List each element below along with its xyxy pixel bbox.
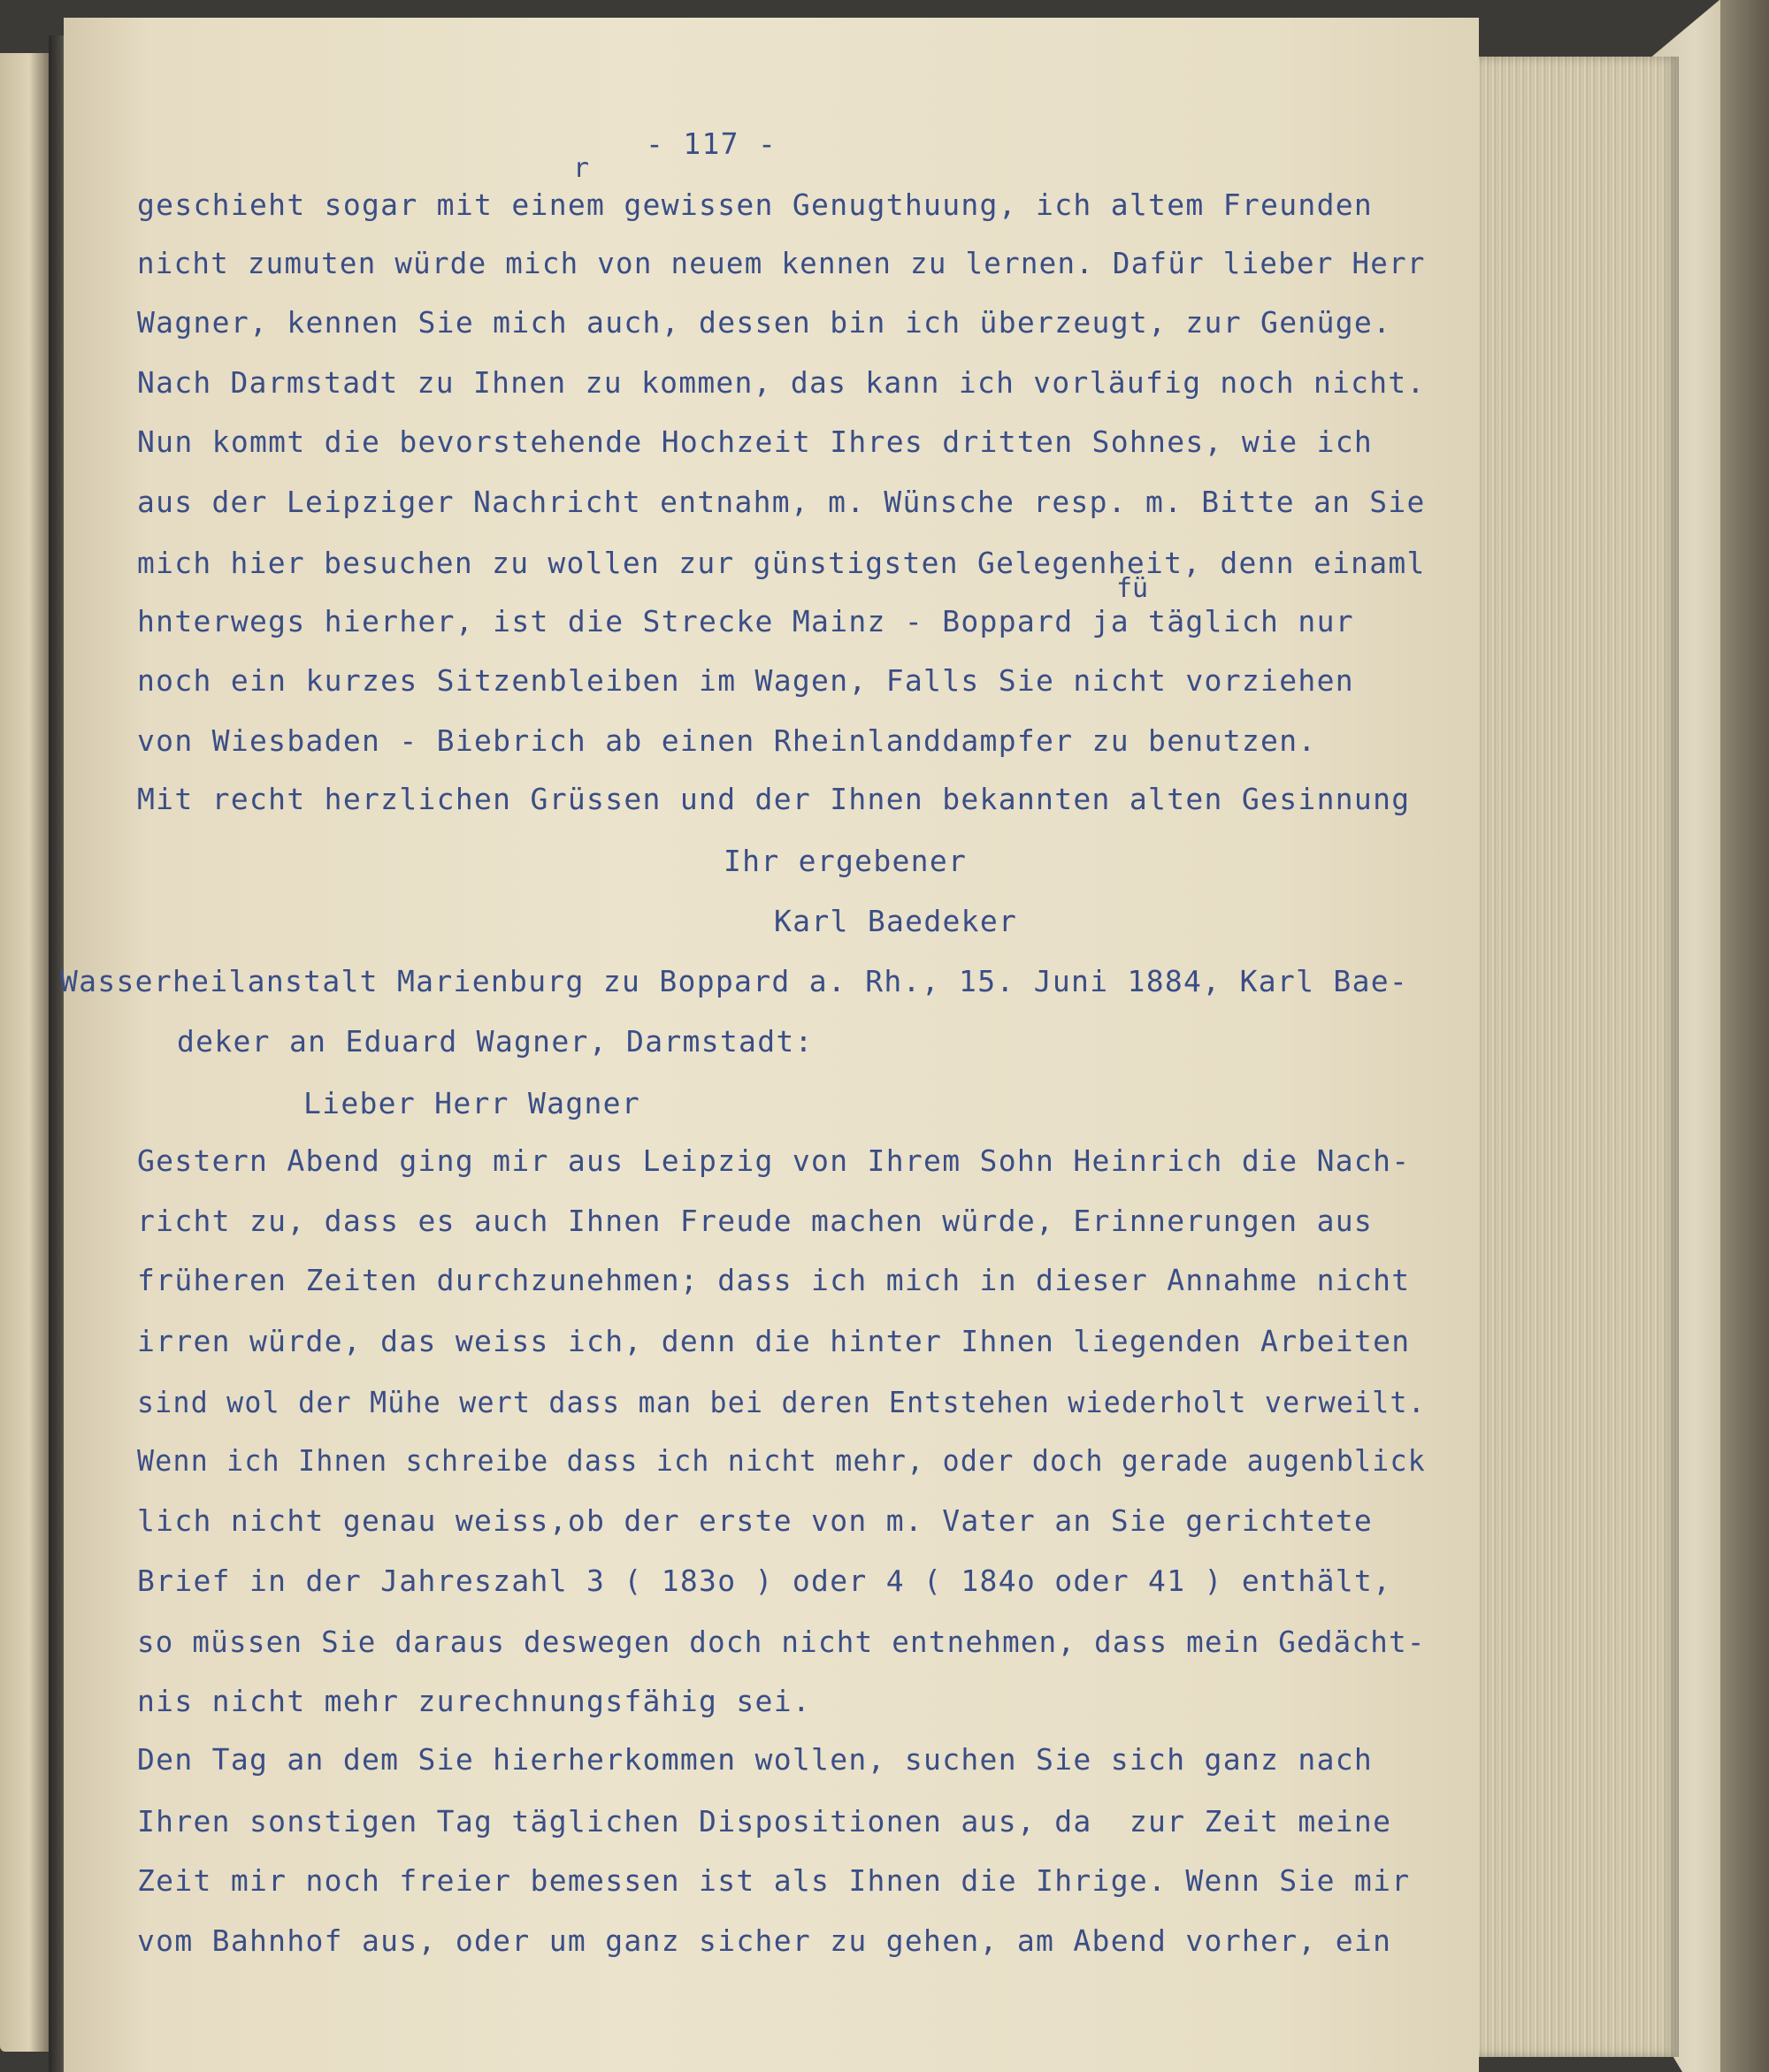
text-line: Nun kommt die bevorstehende Hochzeit Ihres dritten Sohnes, wie ich [137, 424, 1374, 459]
text-line: Brief in der Jahreszahl 3 ( 183o ) oder 4 ( 184o oder 41 ) enthält, [137, 1564, 1392, 1598]
signature-line: Karl Baedeker [774, 904, 1018, 938]
text-line: sind wol der Mühe wert dass man bei deren Entstehen wiederholt verweilt. [137, 1385, 1427, 1419]
text-line: Wagner, kennen Sie mich auch, dessen bin ich überzeugt, zur Genüge. [137, 305, 1392, 340]
text-line: von Wiesbaden - Biebrich ab einen Rheinlanddampfer zu benutzen. [137, 723, 1317, 758]
typed-insertion: r [573, 153, 590, 184]
text-line: so müssen Sie daraus deswegen doch nicht entnehmen, dass mein Gedächt- [137, 1625, 1426, 1659]
text-line: früheren Zeiten durchzunehmen; dass ich mich in dieser Annahme nicht [137, 1263, 1411, 1297]
text-line: aus der Leipziger Nachricht entnahm, m. Wünsche resp. m. Bitte an Sie [137, 485, 1426, 519]
cover-band [1720, 0, 1769, 2072]
text-line: Ihren sonstigen Tag täglichen Dispositionen aus, da zur Zeit meine [137, 1804, 1392, 1839]
text-line: Nach Darmstadt zu Ihnen zu kommen, das kann ich vorläufig noch nicht. [137, 365, 1426, 400]
closing-line: Ihr ergebener [724, 844, 968, 878]
typed-insertion: fü [1116, 573, 1149, 604]
letter-header-line: Wasserheilanstalt Marienburg zu Boppard a. Rh., 15. Juni 1884, Karl Bae- [60, 964, 1409, 998]
text-line: nicht zumuten würde mich von neuem kennen zu lernen. Dafür lieber Herr [137, 246, 1426, 280]
text-line: Zeit mir noch freier bemessen ist als Ihnen die Ihrige. Wenn Sie mir [137, 1863, 1411, 1898]
text-line: richt zu, dass es auch Ihnen Freude machen würde, Erinnerungen aus [137, 1204, 1374, 1238]
text-line: Den Tag an dem Sie hierherkommen wollen, suchen Sie sich ganz nach [137, 1742, 1374, 1777]
text-line: hnterwegs hierher, ist die Strecke Mainz - Boppard ja täglich nur [137, 604, 1354, 638]
text-line: mich hier besuchen zu wollen zur günstigsten Gelegenheit, denn einaml [137, 546, 1426, 580]
text-line: geschieht sogar mit einem gewissen Genugthuung, ich altem Freunden [137, 187, 1374, 222]
text-line: vom Bahnhof aus, oder um ganz sicher zu gehen, am Abend vorher, ein [137, 1923, 1392, 1958]
page-stack-edges [1473, 57, 1679, 2057]
text-line: Mit recht herzlichen Grüssen und der Ihnen bekannten alten Gesinnung [137, 782, 1411, 816]
salutation-line: Lieber Herr Wagner [303, 1086, 641, 1120]
page-number: - 117 - [646, 126, 777, 161]
left-page-edge [0, 53, 53, 2052]
letter-header-line: deker an Eduard Wagner, Darmstadt: [177, 1024, 814, 1059]
text-line: Wenn ich Ihnen schreibe dass ich nicht mehr, oder doch gerade augenblick [137, 1443, 1427, 1478]
text-line: nis nicht mehr zurechnungsfähig sei. [137, 1684, 812, 1718]
text-line: irren würde, das weiss ich, denn die hinter Ihnen liegenden Arbeiten [137, 1324, 1411, 1358]
text-line: noch ein kurzes Sitzenbleiben im Wagen, Falls Sie nicht vorziehen [137, 663, 1354, 698]
text-line: lich nicht genau weiss,ob der erste von m. Vater an Sie gerichtete [137, 1503, 1374, 1538]
text-line: Gestern Abend ging mir aus Leipzig von Ihrem Sohn Heinrich die Nach- [137, 1143, 1411, 1178]
